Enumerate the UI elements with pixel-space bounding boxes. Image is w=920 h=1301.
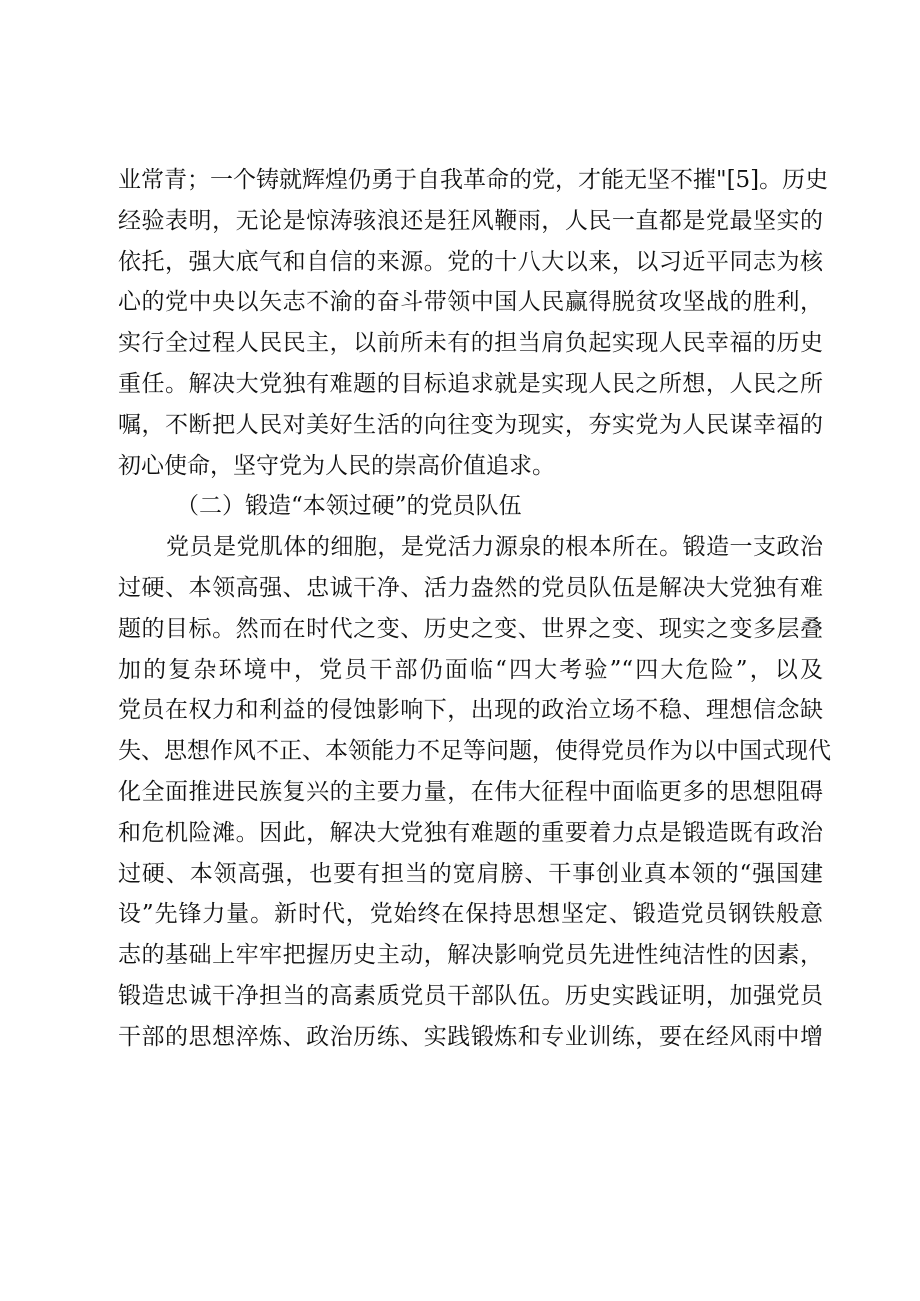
text-line: 过硬、本领高强，也要有担当的宽肩膀、干事创业真本领的“强国建	[118, 860, 823, 887]
text-line: 业常青；一个铸就辉煌仍勇于自我革命的党，才能无坚不摧"[5]。历史	[118, 167, 829, 193]
text-line: 经验表明，无论是惊涛骇浪还是狂风鞭雨，人民一直都是党最坚实的	[118, 207, 823, 234]
section-heading	[118, 486, 823, 527]
section-heading-text: （二）锻造“本领过硬”的党员队伍	[176, 493, 522, 520]
paragraph-1	[118, 160, 829, 486]
text-line: 设”先锋力量。新时代，党始终在保持思想坚定、锻造党员钢铁般意	[118, 901, 823, 928]
text-line: 过硬、本领高强、忠诚干净、活力盎然的党员队伍是解决大党独有难	[118, 574, 823, 601]
text-line: 心的党中央以矢志不渝的奋斗带领中国人民赢得脱贫攻坚战的胜利，	[118, 289, 823, 316]
text-line: 失、思想作风不正、本领能力不足等问题，使得党员作为以中国式现代	[118, 738, 831, 765]
document-body	[118, 160, 831, 1058]
text-line: 化全面推进民族复兴的主要力量，在伟大征程中面临更多的思想阻碍	[118, 778, 823, 805]
text-line: 干部的思想淬炼、政治历练、实践锻炼和专业训练，要在经风雨中增	[118, 1023, 823, 1050]
paragraph-2	[118, 527, 831, 1057]
text-line: 党员是党肌体的细胞，是党活力源泉的根本所在。锻造一支政治	[166, 534, 823, 561]
text-line: 锻造忠诚干净担当的高素质党员干部队伍。历史实践证明，加强党员	[118, 982, 823, 1009]
text-line: 依托，强大底气和自信的来源。党的十八大以来，以习近平同志为核	[118, 248, 823, 275]
text-line: 题的目标。然而在时代之变、历史之变、世界之变、现实之变多层叠	[118, 615, 823, 642]
text-line: 初心使命，坚守党为人民的崇高价值追求。	[118, 452, 555, 479]
text-line: 嘱，不断把人民对美好生活的向往变为现实，夯实党为人民谋幸福的	[118, 411, 823, 438]
text-line: 加的复杂环境中，党员干部仍面临“四大考验”“四大危险”，以及	[118, 656, 823, 683]
text-line: 重任。解决大党独有难题的目标追求就是实现人民之所想，人民之所	[118, 370, 823, 397]
text-line: 实行全过程人民民主，以前所未有的担当肩负起实现人民幸福的历史	[118, 330, 823, 357]
text-line: 志的基础上牢牢把握历史主动，解决影响党员先进性纯洁性的因素，	[118, 942, 823, 969]
text-line: 党员在权力和利益的侵蚀影响下，出现的政治立场不稳、理想信念缺	[118, 697, 823, 724]
text-line: 和危机险滩。因此，解决大党独有难题的重要着力点是锻造既有政治	[118, 819, 823, 846]
